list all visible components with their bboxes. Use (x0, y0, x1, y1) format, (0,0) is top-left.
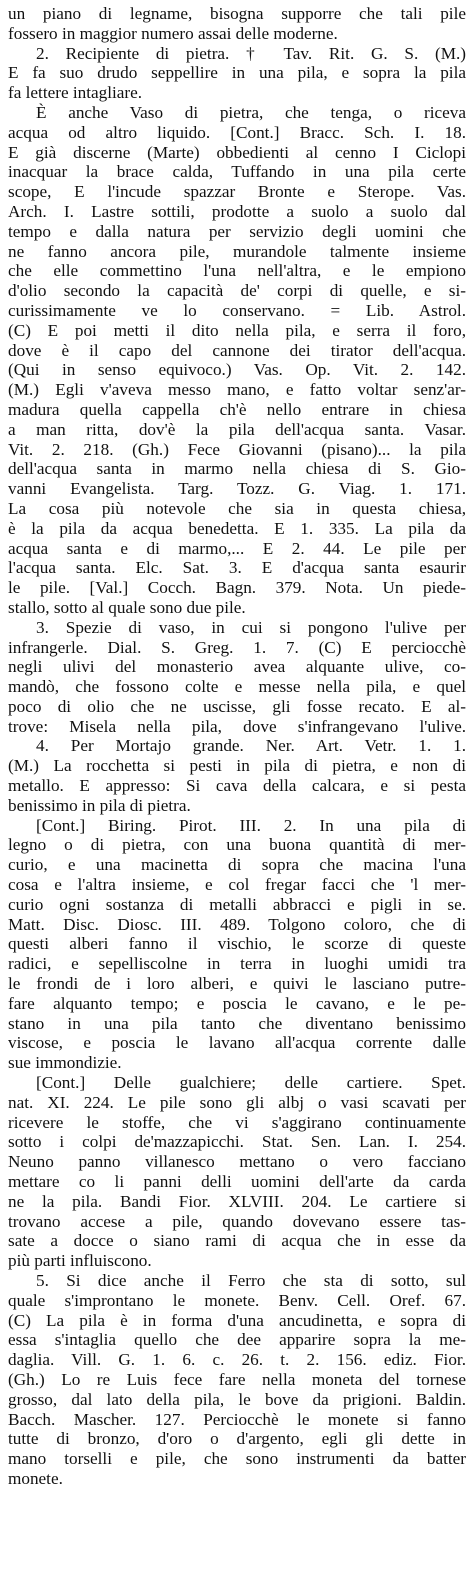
text-line: fossero in maggior numero assai delle moderne. (8, 23, 338, 43)
text-line: l'acqua santa. Elc. Sat. 3. E d'acqua santa esaurir (8, 558, 466, 578)
text-line: che elle commettino l'una nell'altra, e le empiono (8, 261, 466, 281)
text-line: legno o di pietra, con una buona quantità di mer- (8, 835, 466, 855)
text-line: 2. Recipiente di pietra. † Tav. Rit. G. S. (M.) (36, 43, 466, 63)
text-line: radici, e sepelliscolne in terra in luoghi umidi tra (8, 954, 466, 974)
text-line: tutte di bronzo, d'oro o d'argento, egli gli dette in (8, 1429, 466, 1449)
text-line: È anche Vaso di pietra, che tenga, o riceva (36, 102, 466, 122)
text-line: un piano di legname, bisogna supporre che tali pile (8, 4, 466, 23)
text-line: fare alquanto tempo; e poscia le cavano, e le pe- (8, 993, 466, 1013)
text-line: poco di olio che ne uscisse, gli fosse recato. E al- (8, 696, 466, 716)
text-line: viscose, e poscia le lavano all'acqua corrente dalle (8, 1033, 466, 1053)
text-line: 5. Si dice anche il Ferro che sta di sotto, sul (36, 1271, 466, 1290)
dictionary-entry-text (8, 4, 466, 1489)
text-line: stano in una pila tanto che diventano benissimo (8, 1013, 466, 1033)
text-line: monete. (8, 1468, 63, 1488)
text-line: madura quella cappella ch'è nello entrare in chiesa (8, 399, 466, 419)
text-line: daglia. Vill. G. 1. 6. c. 26. t. 2. 156. ediz. Fior. (8, 1350, 466, 1370)
text-line: Vit. 2. 218. (Gh.) Fece Giovanni (pisano)... la pila (8, 439, 466, 459)
text-line: [Cont.] Delle gualchiere; delle cartiere. Spet. (36, 1073, 466, 1093)
text-line: [Cont.] Biring. Pirot. III. 2. In una pila di (36, 815, 466, 835)
text-line: (C) E poi metti il dito nella pila, e serra il foro, (8, 320, 466, 340)
text-line: sotto i colpi de'mazzapicchi. Stat. Sen. Lan. I. 254. (8, 1132, 466, 1152)
text-line: ne la pila. Bandi Fior. XLVIII. 204. Le cartiere si (8, 1191, 466, 1211)
text-line: Arch. I. Lastre sottili, prodotte a suolo a suolo dal (8, 201, 466, 221)
text-line: curio ogni sostanza di metalli abbracci e pigli in se. (8, 894, 466, 914)
text-line: ne fanno ancora pile, murandole talmente insieme (8, 241, 466, 261)
text-line: cosa e l'altra insieme, e col fregar facci che 'l mer- (8, 875, 466, 895)
text-line: benissimo in pila di pietra. (8, 795, 191, 815)
text-line: Neuno panno villanesco mettano o vero facciano (8, 1152, 466, 1172)
text-line: dove è il capo del cannone dei tirator dell'acqua. (8, 340, 466, 360)
text-line: curissimamente ve lo conservano. = Lib. Astrol. (8, 300, 466, 320)
text-line: E fa suo drudo seppellire in una pila, e sopra la pila (8, 63, 466, 83)
text-line: infrangerle. Dial. S. Greg. 1. 7. (C) E perciocchè (8, 637, 466, 657)
text-line: E già discerne (Marte) obbedienti al cenno I Ciclopi (8, 142, 466, 162)
text-line: vanni Evangelista. Targ. Tozz. G. Viag. 1. 171. (8, 479, 466, 499)
text-line: nat. XI. 224. Le pile sono gli albj o vasi scavati per (8, 1092, 466, 1112)
text-line: sate a docce o siano rami di acqua che in esse da (8, 1231, 466, 1251)
text-line: dell'acqua santa in marmo nella chiesa di S. Gio- (8, 459, 466, 479)
text-line: acqua santa e di marmo,... E 2. 44. Le pile per (8, 538, 466, 558)
text-line: tempo e dalla natura per servizio degli uomini che (8, 221, 466, 241)
text-line: più parti influiscono. (8, 1251, 152, 1271)
text-line: 4. Per Mortajo grande. Ner. Art. Vetr. 1. 1. (36, 736, 466, 756)
text-line: grosso, dal lato della pila, le bove da prigioni. Baldin. (8, 1389, 466, 1409)
text-line: essa s'intaglia quello che dee apparire sopra la me- (8, 1330, 466, 1350)
text-line: questi alberi fanno il vischio, le scorze di queste (8, 934, 466, 954)
text-line: trove: Misela nella pila, dove s'infrangevano l'ulive. (8, 716, 466, 736)
text-line: fa lettere intagliare. (8, 83, 143, 103)
text-line: (M.) La rocchetta si pesti in pila di pietra, e non di (8, 756, 466, 776)
text-line: (M.) Egli v'aveva messo mano, e fatto voltar senz'ar- (8, 380, 466, 400)
text-line: d'olio secondo la capacità de' corpi di quelle, e si- (8, 281, 466, 301)
text-line: metallo. E appresso: Si cava della calcara, e si pesta (8, 776, 466, 796)
text-line: (Qui in senso equivoco.) Vas. Op. Vit. 2. 142. (8, 360, 466, 380)
text-line: negli ulivi del monasterio avea alquante ulive, co- (8, 657, 466, 677)
text-line: ricevere le stoffe, che vi s'aggirano continuamente (8, 1112, 466, 1132)
text-line: scope, E l'incude spazzar Bronte e Sterope. Vas. (8, 182, 466, 202)
text-line: sue immondizie. (8, 1053, 122, 1073)
text-line: è la pila da acqua benedetta. E 1. 335. La pila da (8, 518, 466, 538)
text-line: quale s'improntano le monete. Benv. Cell. Oref. 67. (8, 1290, 466, 1310)
text-line: 3. Spezie di vaso, in cui si pongono l'ulive per (36, 617, 466, 637)
text-line: Matt. Disc. Diosc. III. 489. Tolgono coloro, che di (8, 914, 466, 934)
text-line: Bacch. Mascher. 127. Perciocchè le monete si fanno (8, 1409, 466, 1429)
text-line: La cosa più notevole che sia in questa chiesa, (8, 498, 466, 518)
text-line: a man ritta, dov'è la pila dell'acqua santa. Vasar. (8, 419, 466, 439)
text-line: curio, e una macinetta di sopra che macina l'una (8, 855, 466, 875)
text-line: mano torselli e pile, che sono instrumenti da batter (8, 1449, 466, 1469)
text-line: trovano accese a pile, quando dovevano essere tas- (8, 1211, 466, 1231)
text-line: stallo, sotto al quale sono due pile. (8, 597, 246, 617)
text-line: inacquar la brace calda, Tuffando in una pila certe (8, 162, 466, 182)
text-line: le frondi de i loro alberi, e quivi le lasciano putre- (8, 974, 466, 994)
text-line: (Gh.) Lo re Luis fece fare nella moneta del tornese (8, 1369, 466, 1389)
text-line: (C) La pila è in forma d'una ancudinetta, e sopra di (8, 1310, 466, 1330)
text-line: acqua od altro liquido. [Cont.] Bracc. Sch. I. 18. (8, 122, 466, 142)
text-line: mettare co li panni delli uomini dell'arte da carda (8, 1172, 466, 1192)
text-line: le pile. [Val.] Cocch. Bagn. 379. Nota. Un piede- (8, 578, 466, 598)
text-line: mandò, che fossono colte e messe nella pila, e quel (8, 677, 466, 697)
